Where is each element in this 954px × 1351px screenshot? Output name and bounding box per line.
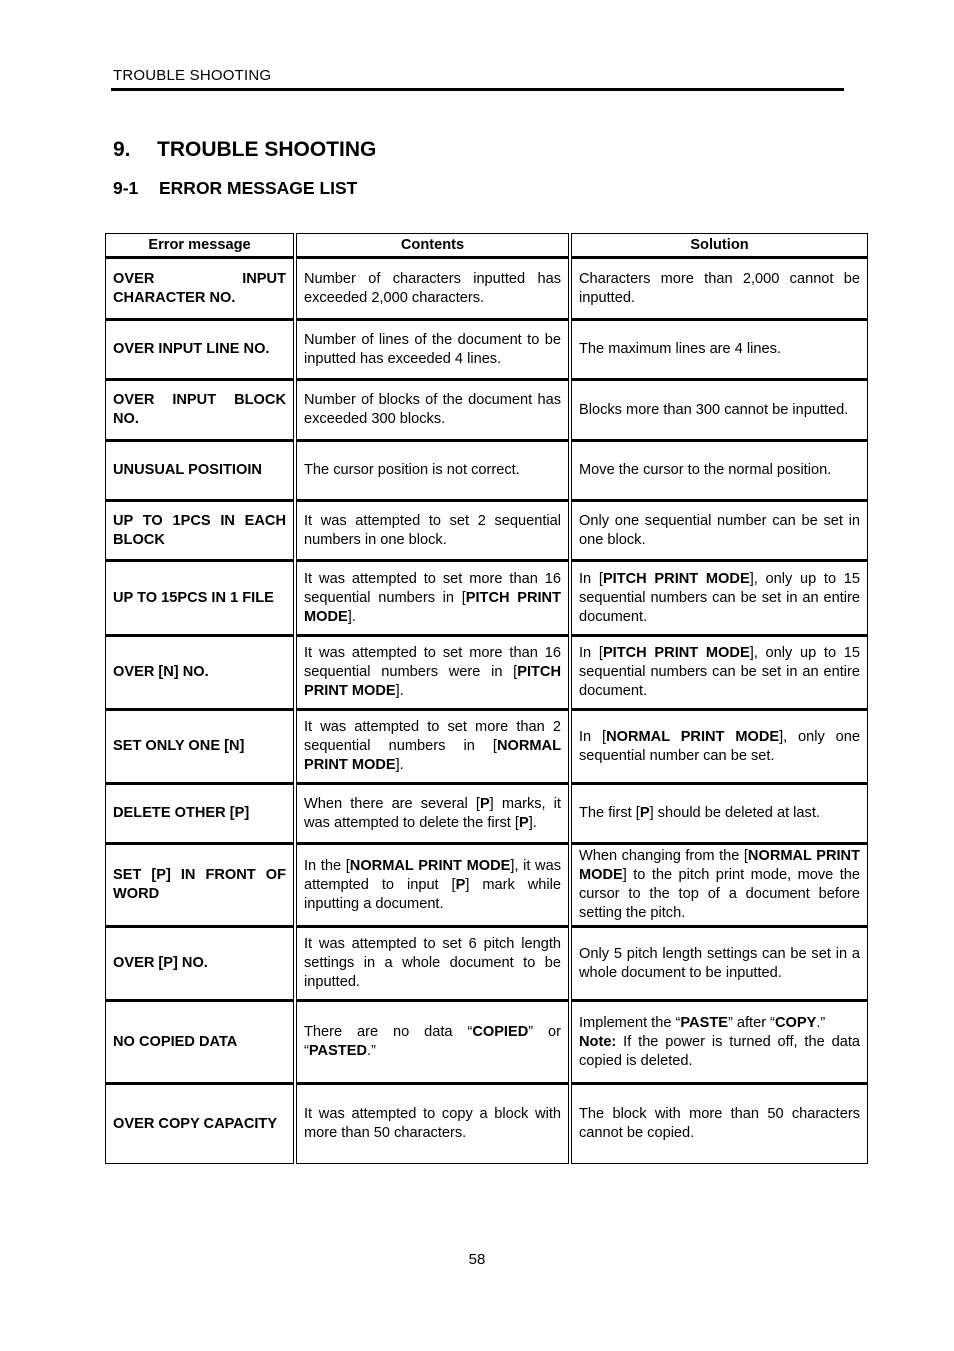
solution-text-segment: ] to the pitch print mode, move the cursor to the top of a document before setting the pitch. (579, 867, 860, 921)
contents-text-segment: .” (367, 1043, 376, 1059)
table-row (105, 560, 868, 635)
error-message-cell: SET ONLY ONE [N] (105, 709, 294, 783)
contents-text-segment: ] marks, it was attempted to delete the first [ (304, 795, 561, 831)
contents-text-segment: NORMAL PRINT MODE (304, 738, 561, 773)
column-header-solution: Solution (571, 233, 868, 257)
contents-text-segment: Number of blocks of the document has exceeded 300 blocks. (304, 392, 561, 427)
contents-text-segment: The cursor position is not correct. (304, 462, 520, 478)
solution-text-segment: COPY (775, 1014, 817, 1031)
contents-text-segment: ]. (347, 608, 356, 625)
table-row (105, 783, 868, 843)
solution-cell (571, 635, 868, 709)
table-row (105, 843, 868, 926)
solution-cell (571, 843, 868, 926)
solution-text-segment: ], only up to 15 sequential numbers can be set in an entire document. (579, 645, 861, 699)
table-row (105, 709, 868, 783)
solution-cell (571, 1000, 868, 1083)
solution-cell (571, 319, 868, 379)
solution-cell (571, 379, 868, 440)
table-body (105, 257, 868, 1164)
contents-text-segment: It was attempted to set more than 16 sequential numbers were in [ (304, 645, 561, 680)
solution-cell (571, 440, 868, 500)
contents-text-segment: When there are several [ (304, 795, 480, 812)
solution-text-segment: Characters more than 2,000 cannot be inputted. (579, 270, 860, 306)
solution-cell (571, 709, 868, 783)
section-heading (113, 138, 376, 162)
table-row (105, 1000, 868, 1083)
solution-text-segment: In [ (579, 728, 607, 745)
page-number: 58 (468, 1251, 486, 1268)
error-message-cell: OVER [N] NO. (105, 635, 294, 709)
table-row (105, 926, 868, 1000)
contents-text-segment: In the [ (304, 857, 350, 874)
solution-text-segment: PITCH PRINT MODE (602, 645, 750, 661)
contents-text-segment: ], it was attempted to input [ (304, 857, 562, 893)
error-message-cell: OVER INPUT BLOCK NO. (105, 379, 294, 440)
error-message-cell: UP TO 1PCS IN EACH BLOCK (105, 500, 294, 560)
solution-text-segment: Only 5 pitch length settings can be set in a whole document to be inputted. (579, 945, 860, 981)
solution-text-segment: NORMAL PRINT MODE (606, 728, 780, 745)
solution-text-segment: In [ (579, 570, 603, 587)
section-number: 9. (113, 138, 131, 161)
error-message-table-wrapper (105, 233, 864, 1164)
contents-text-segment: It was attempted to set more than 2 sequential numbers in [ (304, 719, 561, 754)
solution-cell (571, 783, 868, 843)
header-rule (111, 88, 844, 91)
subsection-number: 9-1 (113, 178, 139, 198)
solution-cell (571, 1083, 868, 1164)
contents-text-segment: It was attempted to copy a block with more than 50 characters. (304, 1106, 561, 1141)
error-message-table (103, 233, 870, 1164)
contents-text-segment: Number of lines of the document to be inputted has exceeded 4 lines. (304, 331, 561, 367)
solution-text-segment: ” after “ (727, 1014, 775, 1031)
contents-text-segment: It was attempted to set more than 16 sequential numbers in [ (304, 570, 561, 606)
solution-text-segment: In [ (579, 645, 603, 661)
contents-cell (296, 500, 569, 560)
contents-cell (296, 560, 569, 635)
solution-text-segment: NORMAL PRINT MODE (579, 848, 860, 883)
solution-text-segment: When changing from the [ (579, 848, 748, 864)
contents-cell (296, 635, 569, 709)
solution-cell (571, 500, 868, 560)
contents-text-segment: PASTED (308, 1043, 367, 1059)
solution-text-segment: Blocks more than 300 cannot be inputted. (579, 401, 849, 418)
solution-cell (571, 560, 868, 635)
error-message-cell: UP TO 15PCS IN 1 FILE (105, 560, 294, 635)
solution-text-segment: ] should be deleted at last. (649, 805, 820, 821)
solution-text-segment: Only one sequential number can be set in one block. (579, 512, 860, 548)
contents-cell (296, 1000, 569, 1083)
contents-text-segment: P (479, 795, 490, 812)
table-row (105, 440, 868, 500)
contents-text-segment: PITCH PRINT MODE (304, 589, 562, 625)
table-row (105, 319, 868, 379)
solution-cell (571, 926, 868, 1000)
contents-text-segment: ]. (528, 814, 537, 831)
table-row (105, 635, 868, 709)
error-message-cell: DELETE OTHER [P] (105, 783, 294, 843)
contents-text-segment: ]. (395, 757, 404, 773)
contents-text-segment: PITCH PRINT MODE (304, 664, 561, 699)
solution-text-segment: ], only one sequential number can be set. (579, 728, 861, 764)
table-row (105, 500, 868, 560)
contents-cell (296, 926, 569, 1000)
solution-text-segment: The block with more than 50 characters cannot be copied. (579, 1106, 860, 1141)
contents-cell (296, 709, 569, 783)
contents-text-segment: ] mark while inputting a document. (304, 876, 561, 912)
solution-text-segment: If the power is turned off, the data copied is deleted. (579, 1033, 860, 1069)
contents-cell (296, 843, 569, 926)
contents-text-segment: COPIED (472, 1024, 529, 1040)
solution-cell (571, 257, 868, 319)
error-message-cell: OVER COPY CAPACITY (105, 1083, 294, 1164)
contents-cell (296, 440, 569, 500)
table-header-row (105, 233, 868, 257)
solution-text-segment: PITCH PRINT MODE (602, 570, 750, 587)
contents-cell (296, 379, 569, 440)
contents-text-segment: P (455, 876, 466, 893)
running-header: TROUBLE SHOOTING (113, 67, 272, 84)
table-row (105, 257, 868, 319)
error-message-cell: OVER INPUT CHARACTER NO. (105, 257, 294, 319)
contents-cell (296, 783, 569, 843)
section-title: TROUBLE SHOOTING (157, 138, 377, 161)
contents-cell (296, 319, 569, 379)
contents-text-segment: P (518, 814, 529, 831)
contents-text-segment: There are no data “ (304, 1024, 473, 1040)
solution-text-segment: P (639, 805, 650, 821)
solution-text-segment: The first [ (579, 805, 640, 821)
contents-text-segment: Number of characters inputted has exceeded 2,000 characters. (304, 270, 561, 306)
contents-cell (296, 1083, 569, 1164)
contents-text-segment: ” or “ (304, 1024, 561, 1059)
solution-text-segment: Implement the “ (579, 1014, 681, 1031)
solution-text-segment: The maximum lines are 4 lines. (579, 341, 781, 357)
contents-text-segment: ]. (395, 683, 404, 699)
error-message-cell: UNUSUAL POSITIOIN (105, 440, 294, 500)
error-message-cell: OVER INPUT LINE NO. (105, 319, 294, 379)
solution-text-segment: ], only up to 15 sequential numbers can be set in an entire document. (579, 570, 861, 625)
solution-text-segment: Note: (579, 1033, 617, 1050)
solution-text-segment: Move the cursor to the normal position. (579, 462, 832, 478)
error-message-cell: SET [P] IN FRONT OF WORD (105, 843, 294, 926)
error-message-cell: OVER [P] NO. (105, 926, 294, 1000)
contents-text-segment: It was attempted to set 6 pitch length settings in a whole document to be inputted. (304, 936, 561, 990)
contents-text-segment: It was attempted to set 2 sequential numbers in one block. (304, 512, 561, 548)
column-header-error-message: Error message (105, 233, 294, 257)
column-header-contents: Contents (296, 233, 569, 257)
table-row (105, 379, 868, 440)
table-row (105, 1083, 868, 1164)
solution-text-segment: .” (816, 1014, 826, 1031)
contents-text-segment: NORMAL PRINT MODE (349, 857, 511, 874)
error-message-cell: NO COPIED DATA (105, 1000, 294, 1083)
solution-text-segment: PASTE (680, 1014, 728, 1031)
subsection-heading (113, 178, 357, 199)
contents-cell (296, 257, 569, 319)
subsection-title: ERROR MESSAGE LIST (159, 178, 358, 198)
